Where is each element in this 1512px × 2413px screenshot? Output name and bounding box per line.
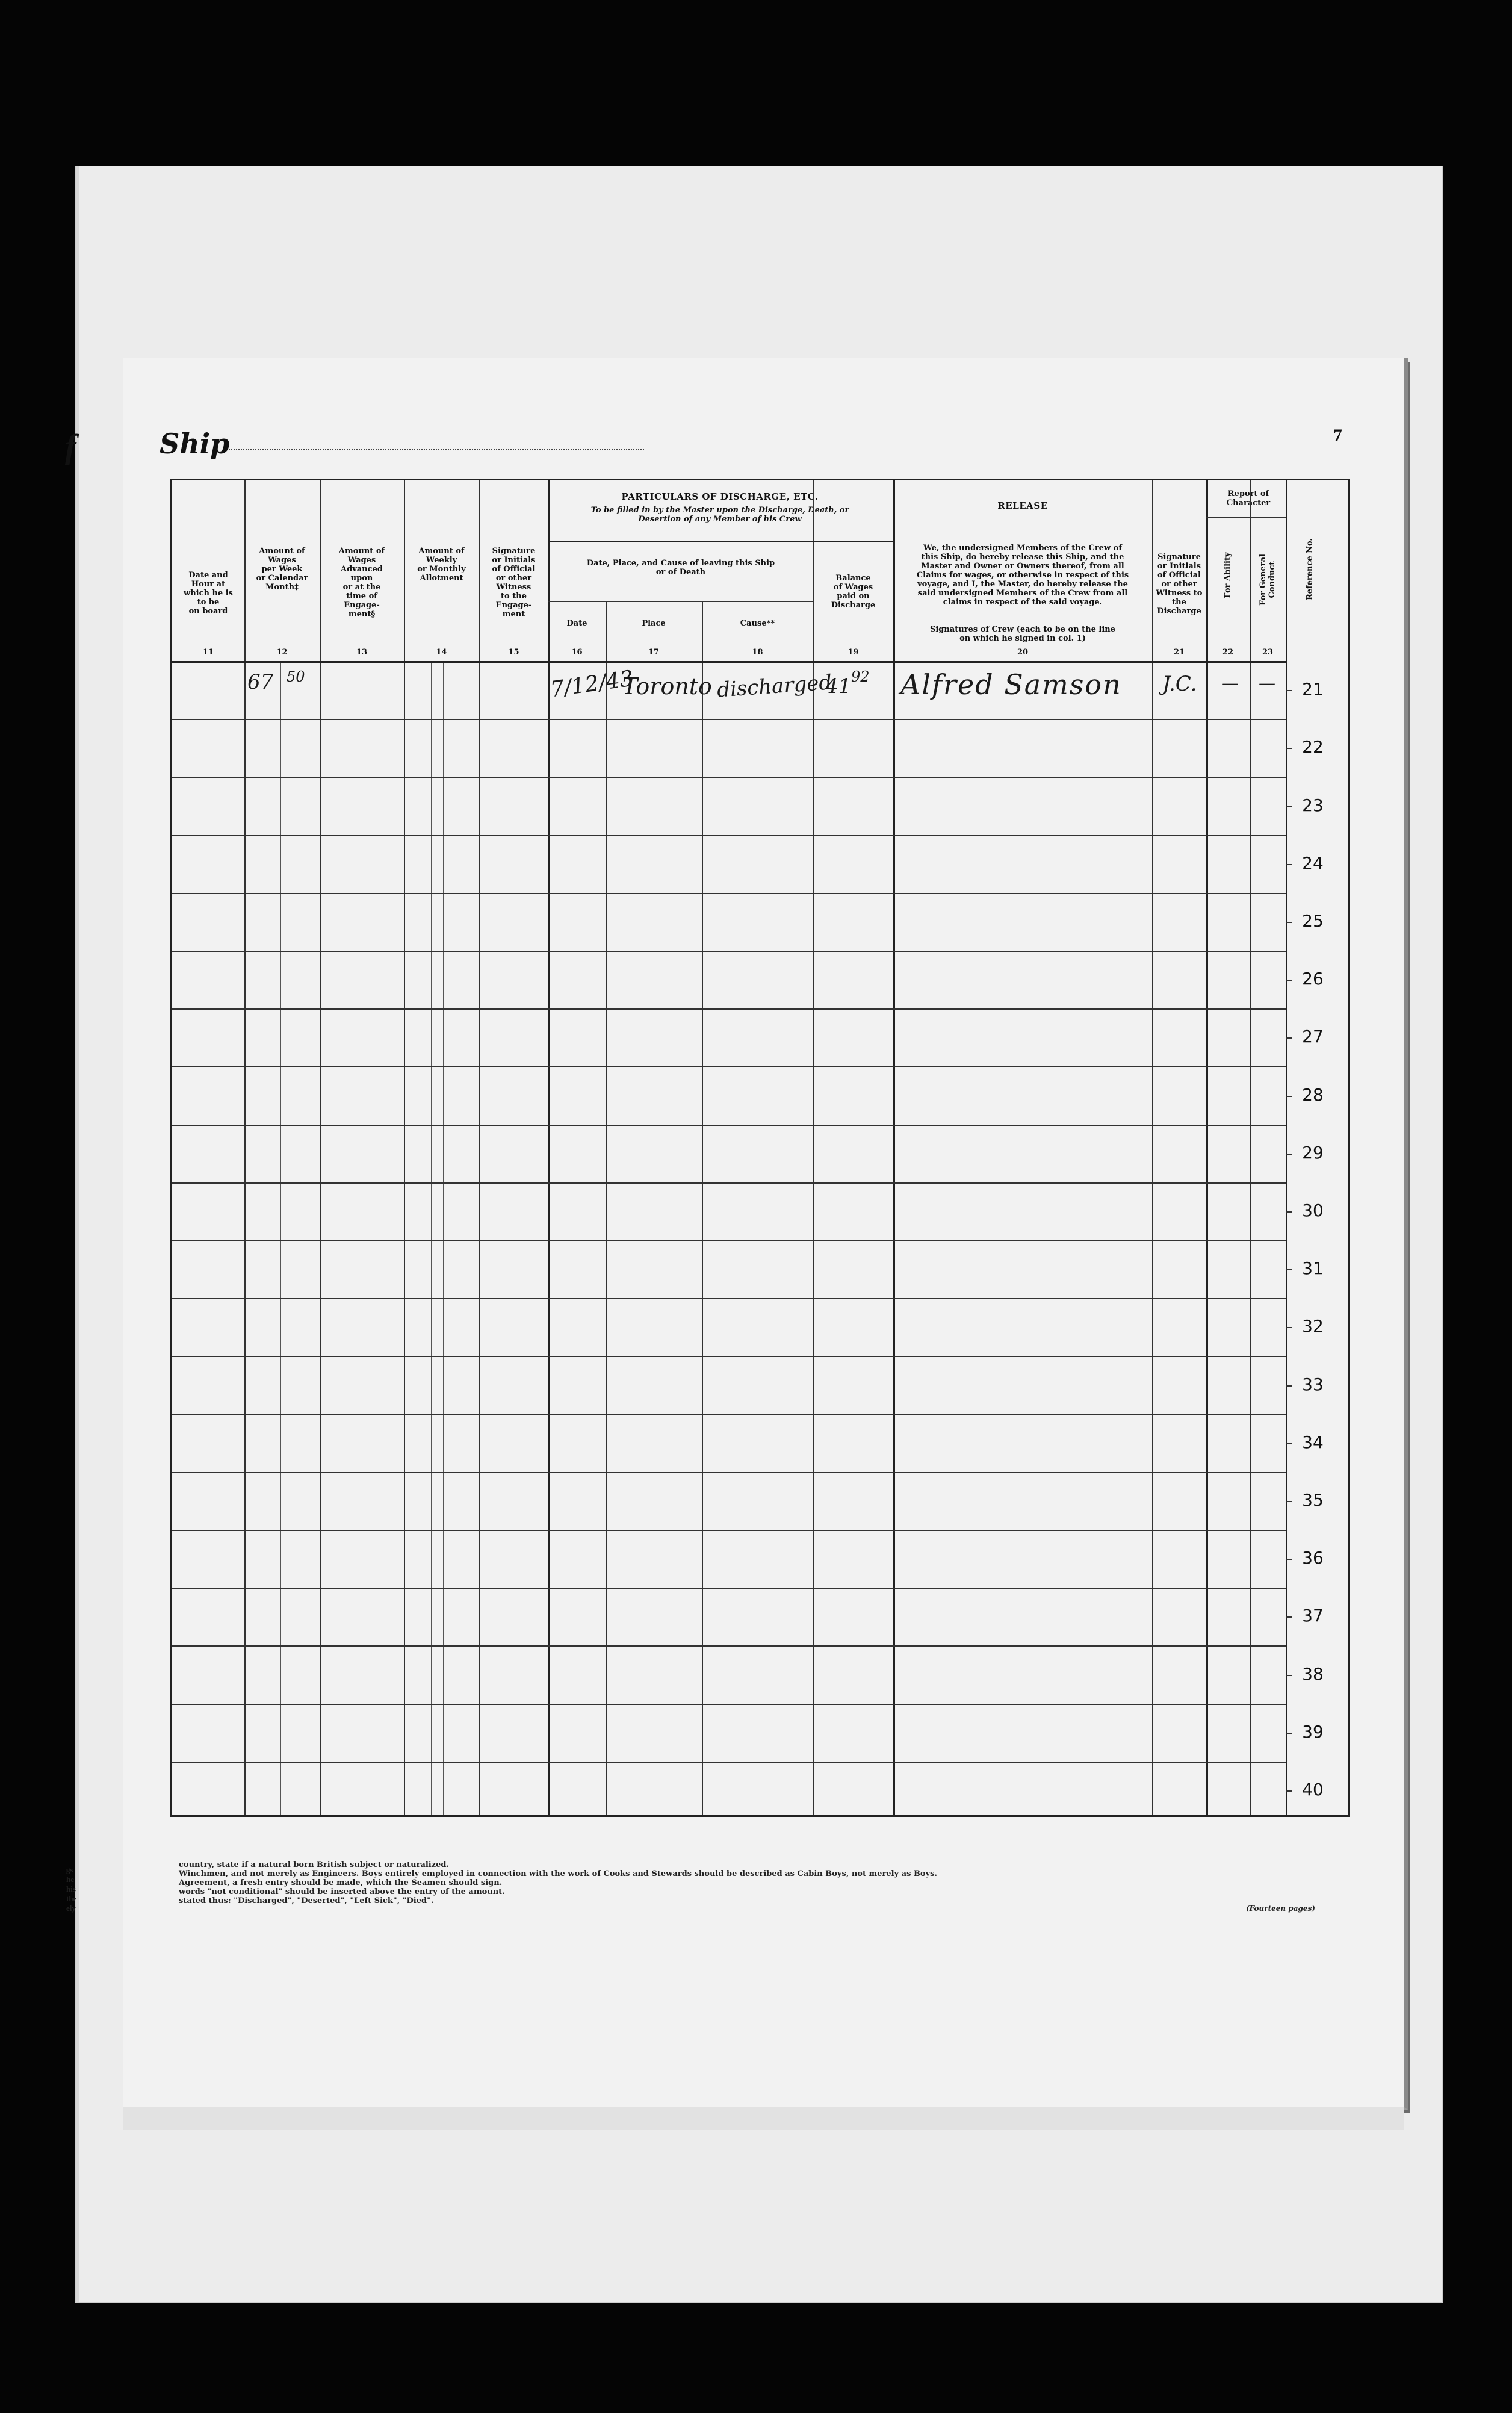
- column-header-21: [1152, 553, 1206, 616]
- reference-number: 34: [1302, 1432, 1324, 1452]
- edge-fragment: gs: [66, 1865, 73, 1874]
- row-divider: [172, 1645, 1286, 1647]
- edge-fragments: [66, 1865, 76, 1913]
- ship-label: Ship: [160, 427, 230, 460]
- row-divider: [172, 1472, 1286, 1473]
- column-header-line: of Wages: [833, 583, 873, 592]
- witness-initials: J.C.: [1162, 672, 1197, 696]
- reference-number: 28: [1302, 1084, 1324, 1105]
- row-divider: [172, 1008, 1286, 1010]
- column-number: 18: [752, 648, 763, 657]
- header-rule: [548, 541, 893, 542]
- column-number: 15: [508, 648, 519, 657]
- discharge-date: 7/12/43: [548, 666, 635, 703]
- column-header-line: Witness: [496, 583, 531, 592]
- column-header-line: For Ability: [1223, 552, 1233, 598]
- column-header-line: the: [1172, 598, 1186, 607]
- reference-number: 39: [1302, 1721, 1324, 1742]
- reference-number: 40: [1302, 1779, 1324, 1800]
- column-header-line: Place: [642, 619, 666, 628]
- balance-amount: 41: [825, 674, 852, 698]
- discharge-cause: discharged: [716, 670, 833, 703]
- column-header-line: Advanced: [341, 565, 383, 574]
- edge-letter: f: [65, 428, 76, 465]
- balance-cents: 92: [851, 668, 870, 685]
- column-header-line: Engage-: [344, 601, 380, 610]
- column-header-line: Discharge: [1157, 607, 1201, 616]
- row-divider: [172, 1530, 1286, 1531]
- column-number: 21: [1173, 648, 1185, 657]
- crew-table: [170, 479, 1350, 1817]
- reference-number: 35: [1302, 1489, 1324, 1510]
- column-header-line: Hour at: [191, 580, 226, 589]
- column-header-line: time of: [346, 592, 377, 601]
- column-number: 14: [436, 648, 447, 657]
- column-header-23: [1259, 532, 1277, 628]
- column-header-line: Discharge: [831, 601, 876, 610]
- column-header-17: [606, 619, 702, 628]
- column-number: 17: [648, 648, 660, 657]
- footnote-line: Agreement, a fresh entry should be made, which the Seamen should sign.: [179, 1878, 503, 1887]
- column-header-line: or Calendar: [256, 574, 308, 583]
- reference-number: 36: [1302, 1548, 1324, 1568]
- footnotes: [179, 1860, 1202, 1905]
- release-text-line: claims in respect of the said voyage.: [943, 598, 1103, 607]
- release-text-line: this Ship, do hereby release this Ship, and the: [921, 553, 1124, 562]
- ability-mark: —: [1222, 673, 1239, 693]
- report-title-1: Report of: [1227, 489, 1269, 498]
- column-divider: [1206, 480, 1208, 1815]
- reference-tick: [1286, 1327, 1292, 1328]
- column-header-line: to the: [501, 592, 527, 601]
- column-header-line: Allotment: [420, 574, 463, 583]
- column-header-line: ment: [502, 610, 525, 619]
- reference-number: 21: [1302, 679, 1324, 700]
- column-header-line: Date: [566, 619, 587, 628]
- reference-number: 23: [1302, 795, 1324, 815]
- column-header-line: or at the: [342, 583, 381, 592]
- column-header-line: Amount of: [418, 547, 465, 556]
- date-place-cause-2: or of Death: [655, 568, 706, 577]
- release-text: [893, 544, 1152, 607]
- crew-signature: Alfred Samson: [900, 668, 1122, 701]
- column-header-line: or other: [1161, 580, 1197, 589]
- reference-tick: [1286, 1559, 1292, 1560]
- conduct-mark: —: [1259, 673, 1275, 693]
- column-header-15: [479, 547, 548, 619]
- column-divider: [320, 480, 321, 1815]
- reference-tick: [1286, 1154, 1292, 1155]
- column-header-line: on board: [188, 607, 228, 616]
- reference-number: 31: [1302, 1258, 1324, 1279]
- particulars-title: PARTICULARS OF DISCHARGE, ETC.: [621, 491, 819, 502]
- column-divider: [606, 601, 607, 1815]
- reference-tick: [1286, 1096, 1292, 1097]
- reference-number: 32: [1302, 1316, 1324, 1337]
- column-header-line: Weekly: [426, 556, 457, 565]
- reference-number: 24: [1302, 852, 1324, 873]
- row-divider: [172, 1240, 1286, 1241]
- reference-number: 25: [1302, 910, 1324, 931]
- reference-tick: [1286, 1443, 1292, 1444]
- column-header-line: Cause**: [740, 619, 775, 628]
- row-divider: [172, 893, 1286, 894]
- reference-tick: [1286, 1385, 1292, 1387]
- document-page: [123, 358, 1408, 2110]
- reference-tick: [1286, 1675, 1292, 1676]
- reference-tick: [1286, 1269, 1292, 1270]
- row-divider: [172, 1066, 1286, 1067]
- column-header-line: Engage-: [495, 601, 532, 610]
- reference-tick: [1286, 1211, 1292, 1213]
- column-divider: [1152, 480, 1153, 1815]
- column-header-18: [702, 619, 813, 628]
- reference-tick: [1286, 806, 1292, 807]
- column-header-line: or other: [495, 574, 532, 583]
- column-header-line: Wages: [347, 556, 376, 565]
- reference-tick: [1286, 1733, 1292, 1734]
- money-subdivider: [431, 661, 432, 1815]
- page-number: 7: [1333, 426, 1342, 446]
- column-header-line: paid on: [837, 592, 870, 601]
- row-divider: [172, 777, 1286, 778]
- header-rule: [548, 601, 813, 602]
- column-header-line: per Week: [261, 565, 303, 574]
- reference-tick: [1286, 980, 1292, 981]
- row-divider: [172, 1762, 1286, 1763]
- row-divider: [172, 1588, 1286, 1589]
- footnote-line: country, state if a natural born British subject or naturalized.: [179, 1860, 450, 1869]
- column-header-line: Signature: [492, 547, 536, 556]
- header-rule: [172, 661, 1286, 663]
- column-header-11: [172, 571, 244, 616]
- column-header-12: [244, 547, 320, 592]
- row-divider: [172, 1182, 1286, 1184]
- money-subdivider: [443, 661, 444, 1815]
- date-place-cause-1: Date, Place, and Cause of leaving this Ship: [586, 559, 775, 568]
- release-text-line: voyage, and I, the Master, do hereby release the: [917, 580, 1128, 589]
- column-number: 20: [1017, 648, 1029, 657]
- column-header-line: ment§: [348, 610, 376, 619]
- row-divider: [172, 1356, 1286, 1357]
- reference-number: 26: [1302, 969, 1324, 989]
- column-number: 11: [202, 648, 214, 657]
- column-header-line: of Official: [1157, 571, 1201, 580]
- column-header-line: Signature: [1157, 553, 1201, 562]
- column-header-14: [404, 547, 479, 583]
- edge-fragment: ely: [66, 1904, 76, 1913]
- page-bottom-shadow: [123, 2107, 1404, 2130]
- row-divider: [172, 1298, 1286, 1299]
- column-divider: [1286, 480, 1287, 1815]
- column-header-line: or Initials: [492, 556, 536, 565]
- column-header-line: upon: [350, 574, 373, 583]
- signatures-note-2: on which he signed in col. 1): [959, 634, 1086, 643]
- column-header-line: For General: [1259, 554, 1268, 606]
- footnote-line: stated thus: "Discharged", "Deserted", "Left Sick", "Died".: [179, 1896, 434, 1905]
- footnote-line: Winchmen, and not merely as Engineers. Boys entirely employed in connection with the work of Cooks and Stewards should be described as Cabin Boys, not merely as Boys.: [179, 1869, 938, 1878]
- column-header-line: Date and: [188, 571, 228, 580]
- reference-tick: [1286, 1616, 1292, 1618]
- report-title-2: Character: [1226, 498, 1271, 508]
- edge-fragment: the: [66, 1894, 77, 1903]
- column-header-line: Month‡: [265, 583, 299, 592]
- column-header-19: [813, 574, 893, 610]
- column-header-22: [1224, 527, 1233, 624]
- column-number: 23: [1262, 648, 1274, 657]
- release-text-line: Claims for wages, or otherwise in respect of this: [916, 571, 1129, 580]
- release-text-line: We, the undersigned Members of the Crew of: [923, 544, 1122, 553]
- ship-name-line: [229, 449, 644, 450]
- discharge-place: Toronto: [622, 673, 712, 700]
- reference-number: 22: [1302, 737, 1324, 757]
- column-divider: [244, 480, 246, 1815]
- column-header-line: Conduct: [1268, 561, 1277, 598]
- column-divider: [1250, 480, 1251, 1815]
- header-rule: [1206, 517, 1286, 518]
- column-divider: [479, 480, 480, 1815]
- reference-tick: [1286, 922, 1292, 923]
- release-title: RELEASE: [997, 500, 1048, 511]
- row-divider: [172, 1125, 1286, 1126]
- column-header-line: Amount of: [338, 547, 385, 556]
- reference-number: 30: [1302, 1200, 1324, 1220]
- column-header-line: or Monthly: [417, 565, 466, 574]
- column-header-line: Amount of: [259, 547, 305, 556]
- reference-tick: [1286, 864, 1292, 865]
- reference-number: 38: [1302, 1663, 1324, 1684]
- particulars-subtitle-1: To be filled in by the Master upon the Discharge, Death, or: [590, 506, 849, 515]
- column-number: 12: [276, 648, 288, 657]
- row-divider: [172, 719, 1286, 720]
- column-divider: [893, 480, 895, 1815]
- column-header-line: of Official: [492, 565, 536, 574]
- column-header-line: which he is: [184, 589, 233, 598]
- row-divider: [172, 1414, 1286, 1415]
- edge-fragment: his: [66, 1884, 76, 1893]
- wages-amount: 67: [247, 670, 274, 694]
- signatures-note-1: Signatures of Crew (each to be on the line: [929, 625, 1115, 634]
- column-header-line: or Initials: [1157, 562, 1201, 571]
- reference-tick: [1286, 1501, 1292, 1502]
- release-text-line: Master and Owner or Owners thereof, from all: [921, 562, 1124, 571]
- reference-number: 29: [1302, 1142, 1324, 1163]
- row-divider: [172, 1704, 1286, 1705]
- reference-tick: [1286, 690, 1292, 691]
- row-divider: [172, 835, 1286, 836]
- reference-number: 37: [1302, 1606, 1324, 1626]
- reference-tick: [1286, 1790, 1292, 1792]
- back-sheet-edge: [76, 166, 79, 2302]
- release-text-line: said undersigned Members of the Crew from all: [917, 589, 1128, 598]
- column-header-line: Wages: [268, 556, 296, 565]
- column-header-line: to be: [197, 598, 220, 607]
- column-header-line: Witness to: [1156, 589, 1203, 598]
- footnote-line: words "not conditional" should be inserted above the entry of the amount.: [179, 1887, 505, 1896]
- column-number: 19: [847, 648, 859, 657]
- reference-tick: [1286, 748, 1292, 749]
- reference-number: 27: [1302, 1026, 1324, 1047]
- column-header-13: [320, 547, 404, 619]
- column-number: 22: [1222, 648, 1234, 657]
- column-header-16: [548, 619, 606, 628]
- fourteen-pages-note: (Fourteen pages): [1246, 1904, 1315, 1913]
- money-subdivider: [280, 661, 281, 1815]
- column-header-line: Balance: [835, 574, 871, 583]
- column-divider: [702, 601, 703, 1815]
- reference-tick: [1286, 1037, 1292, 1039]
- particulars-subtitle-2: Desertion of any Member of his Crew: [638, 515, 802, 524]
- row-divider: [172, 951, 1286, 952]
- reference-no-label: Reference No.: [1305, 538, 1315, 601]
- column-number: 16: [571, 648, 583, 657]
- column-number: 13: [356, 648, 368, 657]
- column-divider: [404, 480, 405, 1815]
- reference-number: 33: [1302, 1374, 1324, 1394]
- edge-fragment: he: [66, 1875, 74, 1884]
- wages-cents: 50: [287, 668, 305, 685]
